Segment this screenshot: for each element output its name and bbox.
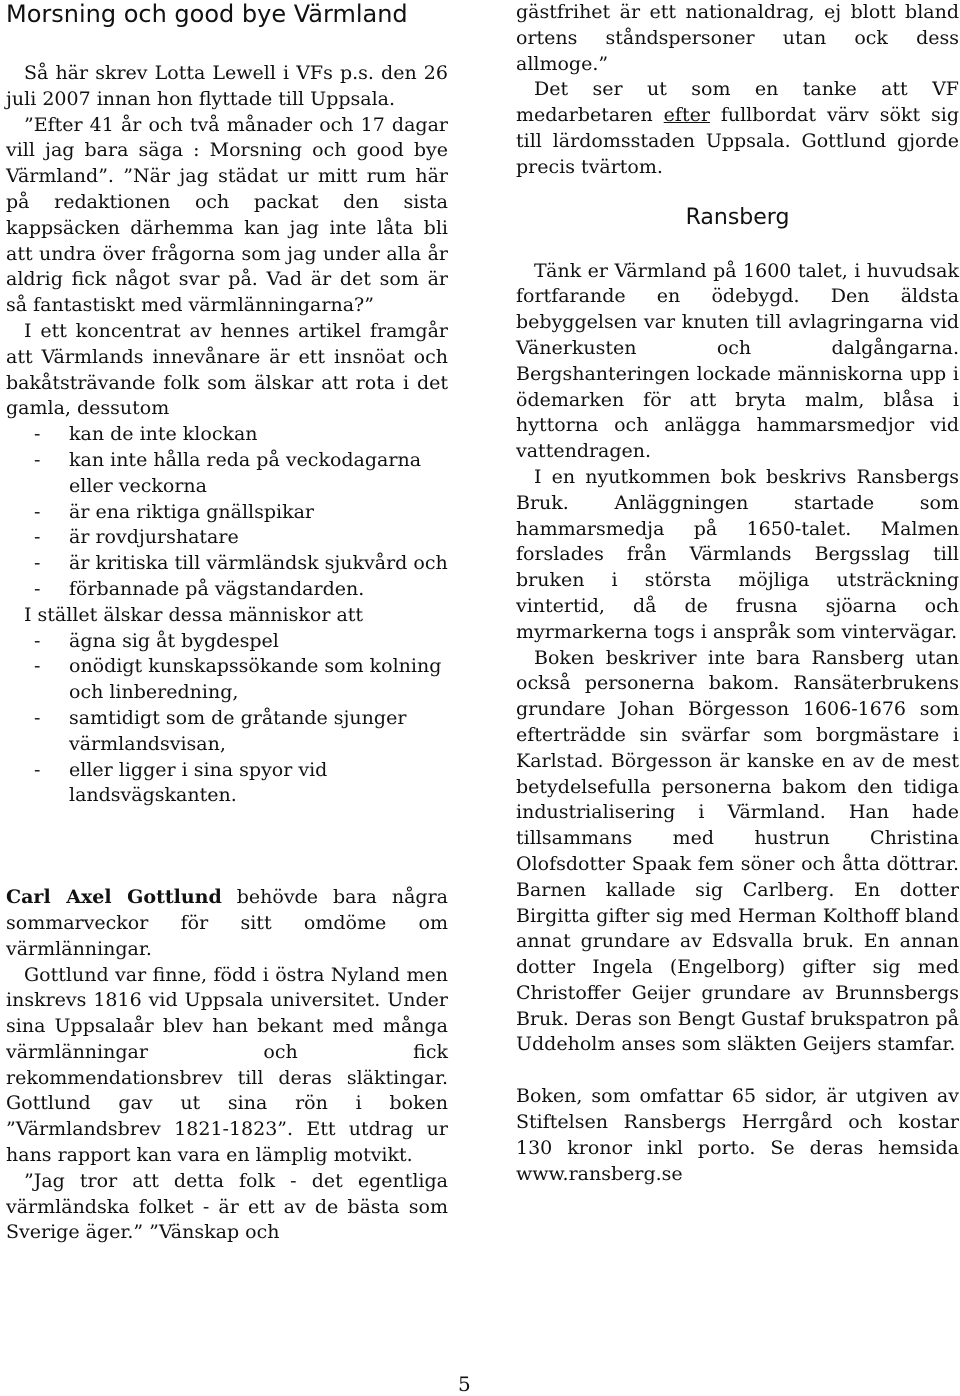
- list-item: - förbannade på vägstandarden.: [6, 577, 448, 603]
- list-item: - eller ligger i sina spyor vid landsvägskanten.: [6, 758, 448, 810]
- page-number: 5: [458, 1372, 471, 1396]
- loves-list: [6, 629, 448, 810]
- intro-paragraph: Så här skrev Lotta Lewell i VFs p.s. den 26 juli 2007 innan hon flyttade till Uppsala.: [6, 62, 448, 110]
- list-item: - onödigt kunskapssökande som kolning och linberedning,: [6, 654, 448, 706]
- quote-continuation: gästfrihet är ett nationaldrag, ej blott bland ortens ståndspersoner utan ock dess allmoge.”: [516, 1, 959, 75]
- list-item: - är rovdjurshatare: [6, 525, 448, 551]
- comparison-paragraph: [516, 77, 959, 180]
- gottlund-name: Carl Axel Gottlund: [6, 886, 222, 909]
- people-paragraph: Boken beskriver inte bara Ransberg utan också personerna bakom. Ransäterbrukens grundare Johan Börgesson 1606-1676 som efterträdde sin svärfar som borgmästare i Karlstad. Börgesson är kanske en av de mest betydelsefulla personerna bakom den tidiga industrialisering i Värmland. Han hade tillsammans med hustrun Christina Olofsdotter Spaak fem söner och åtta döttrar. Barnen kallade sig Carlberg. En dotter Birgitta gifter sig med Herman Kolthoff bland annat grundare av Edsvalla bruk. En annan dotter Ingela (Engelborg) gifter sig med Christoffer Geijer grundare av Brunnsbergs Bruk. Deras son Bengt Gustaf brukspatron på Uddeholm anses som släkten Geijers stamfar.: [516, 646, 959, 1056]
- comparison-text-a: Det ser ut som en tanke att VF medarbetaren: [516, 78, 959, 127]
- gottlund-bio-paragraph: Gottlund var finne, född i östra Nyland men inskrevs 1816 vid Uppsala universitet. Under sina Uppsalaår blev han bekant med många värmlänningar och fick rekommendationsbrev till deras släktingar. Gottlund gav ut sina rön i boken ”Värmlandsbrev 1821-1823”. Ett utdrag ur hans rapport kan vara en lämplig motvikt.: [6, 963, 448, 1167]
- history-paragraph: Tänk er Värmland på 1600 talet, i huvudsak fortfarande en ödebygd. Den äldsta bebyggelsen var knuten till avlagringarna vid Vänerkusten och dalgångarna. Bergshanteringen lockade människorna upp i ödemarken för att bryta malm, blåsa i hyttorna och anlägga hammarsmedjor vid vattendragen.: [516, 259, 959, 463]
- book-paragraph: I en nyutkommen bok beskrivs Ransbergs Bruk. Anläggningen startade som hammarsmedja på 1650-talet. Malmen forslades från Värmlands Bergsslag till bruken i största möjliga utsträckning vintertid, då de frusna sjöarna och myrmarkerna togs i anspråk som vintervägar.: [516, 465, 959, 643]
- book-info-paragraph: Boken, som omfattar 65 sidor, är utgiven av Stiftelsen Ransbergs Herrgård och kostar 130 kronor inkl porto. Se deras hemsida www.ransberg.se: [516, 1085, 959, 1185]
- list-item: - är ena riktiga gnällspikar: [6, 500, 448, 526]
- criticism-list: [6, 422, 448, 603]
- underlined-word: efter: [663, 104, 710, 127]
- instead-paragraph: I stället älskar dessa människor att: [24, 603, 364, 626]
- section-heading-ransberg: Ransberg: [685, 204, 790, 230]
- list-item: - kan inte hålla reda på veckodagarna eller veckorna: [6, 448, 448, 500]
- gottlund-quote-paragraph: ”Jag tror att detta folk - det egentliga värmländska folket - är ett av de bästa som Sverige äger.” ”Vänskap och: [6, 1169, 448, 1244]
- gottlund-intro-paragraph: [6, 885, 448, 962]
- list-item: - kan de inte klockan: [6, 422, 448, 448]
- list-item: - samtidigt som de gråtande sjunger värmlandsvisan,: [6, 706, 448, 758]
- left-column: [6, 0, 448, 1246]
- article-title: Morsning och good bye Värmland: [6, 0, 408, 28]
- summary-paragraph: I ett koncentrat av hennes artikel framgår att Värmlands innevånare är ett insnöat och bakåtsträvande folk som älskar att rota i det gamla, dessutom: [6, 319, 448, 420]
- right-column: [516, 0, 959, 1187]
- comparison-text-b: fullbordat värv sökt sig till lärdomsstaden Uppsala. Gottlund gjorde precis tvärtom.: [516, 104, 959, 178]
- list-item: - är kritiska till värmländsk sjukvård och: [6, 551, 448, 577]
- list-item: - ägna sig åt bygdespel: [6, 629, 448, 655]
- gottlund-intro-text: behövde bara några sommarveckor för sitt omdöme om värmlänningar.: [6, 886, 448, 960]
- quote-paragraph: ”Efter 41 år och två månader och 17 dagar vill jag bara säga : Morsning och good bye Värmland”. ”När jag städat ur mitt rum här på redaktionen och packat den sista kappsäcken därhemma kan jag inte låta bli att undra över frågorna som jag under alla år aldrig fick något svar på. Vad är det som är så fantastiskt med värmlänningarna?”: [6, 113, 448, 317]
